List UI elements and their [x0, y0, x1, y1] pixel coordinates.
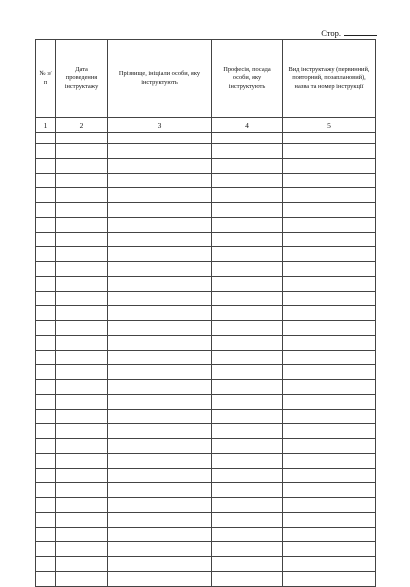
cell-date[interactable]	[56, 468, 108, 483]
spacer-cell	[56, 133, 108, 144]
cell-name[interactable]	[108, 468, 212, 483]
cell-date[interactable]	[56, 217, 108, 232]
cell-profession[interactable]	[212, 557, 283, 572]
table-row	[36, 557, 376, 572]
table-row	[36, 188, 376, 203]
cell-profession[interactable]	[212, 232, 283, 247]
cell-number[interactable]	[36, 144, 56, 159]
cell-number[interactable]	[36, 291, 56, 306]
table-row	[36, 173, 376, 188]
cell-date[interactable]	[56, 247, 108, 262]
cell-date[interactable]	[56, 409, 108, 424]
cell-profession[interactable]	[212, 247, 283, 262]
spacer-cell	[108, 133, 212, 144]
spacer-row	[36, 133, 376, 144]
cell-name[interactable]	[108, 306, 212, 321]
cell-name[interactable]	[108, 291, 212, 306]
cell-profession[interactable]	[212, 542, 283, 557]
table-row	[36, 439, 376, 454]
cell-profession[interactable]	[212, 424, 283, 439]
cell-profession[interactable]	[212, 409, 283, 424]
cell-number[interactable]	[36, 232, 56, 247]
page-number-blank[interactable]	[344, 27, 377, 36]
table-row	[36, 483, 376, 498]
cell-number[interactable]	[36, 247, 56, 262]
table-row	[36, 335, 376, 350]
cell-profession[interactable]	[212, 453, 283, 468]
cell-name[interactable]	[108, 542, 212, 557]
cell-instruction-type[interactable]	[283, 571, 376, 586]
spacer-cell	[212, 133, 283, 144]
cell-date[interactable]	[56, 144, 108, 159]
table-row	[36, 571, 376, 586]
cell-profession[interactable]	[212, 468, 283, 483]
cell-profession[interactable]	[212, 380, 283, 395]
column-number: 4	[212, 118, 283, 133]
cell-instruction-type[interactable]	[283, 247, 376, 262]
cell-profession[interactable]	[212, 173, 283, 188]
spacer-cell	[36, 133, 56, 144]
cell-date[interactable]	[56, 557, 108, 572]
cell-number[interactable]	[36, 468, 56, 483]
cell-profession[interactable]	[212, 439, 283, 454]
cell-name[interactable]	[108, 409, 212, 424]
cell-name[interactable]	[108, 394, 212, 409]
cell-instruction-type[interactable]	[283, 498, 376, 513]
cell-profession[interactable]	[212, 365, 283, 380]
cell-number[interactable]	[36, 424, 56, 439]
cell-date[interactable]	[56, 527, 108, 542]
cell-name[interactable]	[108, 439, 212, 454]
cell-profession[interactable]	[212, 350, 283, 365]
cell-number[interactable]	[36, 394, 56, 409]
table-row	[36, 217, 376, 232]
table-row	[36, 468, 376, 483]
header-row	[36, 40, 376, 118]
cell-instruction-type[interactable]	[283, 468, 376, 483]
cell-number[interactable]	[36, 512, 56, 527]
cell-profession[interactable]	[212, 217, 283, 232]
cell-name[interactable]	[108, 232, 212, 247]
cell-profession[interactable]	[212, 321, 283, 336]
cell-number[interactable]	[36, 276, 56, 291]
table-row	[36, 203, 376, 218]
cell-instruction-type[interactable]	[283, 232, 376, 247]
cell-number[interactable]	[36, 217, 56, 232]
cell-number[interactable]	[36, 439, 56, 454]
cell-name[interactable]	[108, 217, 212, 232]
cell-instruction-type[interactable]	[283, 527, 376, 542]
cell-number[interactable]	[36, 203, 56, 218]
table-row	[36, 498, 376, 513]
cell-name[interactable]	[108, 262, 212, 277]
cell-number[interactable]	[36, 571, 56, 586]
cell-instruction-type[interactable]	[283, 424, 376, 439]
cell-name[interactable]	[108, 498, 212, 513]
cell-date[interactable]	[56, 380, 108, 395]
table-row	[36, 321, 376, 336]
table-row	[36, 527, 376, 542]
cell-date[interactable]	[56, 335, 108, 350]
cell-profession[interactable]	[212, 203, 283, 218]
header-number: № з/п	[36, 40, 56, 118]
cell-name[interactable]	[108, 321, 212, 336]
cell-number[interactable]	[36, 542, 56, 557]
cell-instruction-type[interactable]	[283, 335, 376, 350]
cell-number[interactable]	[36, 483, 56, 498]
cell-name[interactable]	[108, 512, 212, 527]
cell-number[interactable]	[36, 453, 56, 468]
cell-instruction-type[interactable]	[283, 439, 376, 454]
cell-date[interactable]	[56, 512, 108, 527]
column-number: 3	[108, 118, 212, 133]
cell-profession[interactable]	[212, 158, 283, 173]
cell-instruction-type[interactable]	[283, 276, 376, 291]
table-row	[36, 453, 376, 468]
cell-profession[interactable]	[212, 335, 283, 350]
table-row	[36, 276, 376, 291]
cell-profession[interactable]	[212, 394, 283, 409]
cell-number[interactable]	[36, 409, 56, 424]
cell-date[interactable]	[56, 439, 108, 454]
cell-instruction-type[interactable]	[283, 321, 376, 336]
header-date: Дата проведення інструктажу	[56, 40, 108, 118]
table-row	[36, 512, 376, 527]
cell-number[interactable]	[36, 306, 56, 321]
cell-number[interactable]	[36, 365, 56, 380]
cell-instruction-type[interactable]	[283, 173, 376, 188]
table-row	[36, 409, 376, 424]
cell-instruction-type[interactable]	[283, 409, 376, 424]
cell-profession[interactable]	[212, 262, 283, 277]
cell-name[interactable]	[108, 483, 212, 498]
cell-number[interactable]	[36, 262, 56, 277]
cell-date[interactable]	[56, 571, 108, 586]
cell-instruction-type[interactable]	[283, 453, 376, 468]
cell-date[interactable]	[56, 232, 108, 247]
cell-name[interactable]	[108, 453, 212, 468]
cell-profession[interactable]	[212, 483, 283, 498]
table-row	[36, 542, 376, 557]
cell-name[interactable]	[108, 247, 212, 262]
cell-number[interactable]	[36, 158, 56, 173]
cell-date[interactable]	[56, 306, 108, 321]
cell-profession[interactable]	[212, 188, 283, 203]
cell-instruction-type[interactable]	[283, 512, 376, 527]
cell-name[interactable]	[108, 276, 212, 291]
cell-date[interactable]	[56, 542, 108, 557]
cell-profession[interactable]	[212, 512, 283, 527]
cell-profession[interactable]	[212, 276, 283, 291]
column-number: 1	[36, 118, 56, 133]
header-profession: Професія, посада особи, яку інструктують	[212, 40, 283, 118]
cell-date[interactable]	[56, 394, 108, 409]
cell-name[interactable]	[108, 350, 212, 365]
cell-name[interactable]	[108, 144, 212, 159]
cell-date[interactable]	[56, 350, 108, 365]
cell-name[interactable]	[108, 173, 212, 188]
cell-name[interactable]	[108, 158, 212, 173]
cell-date[interactable]	[56, 188, 108, 203]
column-number: 5	[283, 118, 376, 133]
header-name: Прізвище, ініціали особи, яку інструктують	[108, 40, 212, 118]
table-row	[36, 424, 376, 439]
cell-instruction-type[interactable]	[283, 188, 376, 203]
cell-instruction-type[interactable]	[283, 291, 376, 306]
cell-name[interactable]	[108, 203, 212, 218]
table-row	[36, 247, 376, 262]
cell-name[interactable]	[108, 335, 212, 350]
cell-name[interactable]	[108, 557, 212, 572]
cell-name[interactable]	[108, 188, 212, 203]
cell-profession[interactable]	[212, 144, 283, 159]
header-instruction-type: Вид інструктажу (первинний, повторний, позаплановий), назва та номер інструкції	[283, 40, 376, 118]
cell-instruction-type[interactable]	[283, 557, 376, 572]
table-row	[36, 291, 376, 306]
cell-instruction-type[interactable]	[283, 380, 376, 395]
cell-name[interactable]	[108, 527, 212, 542]
cell-name[interactable]	[108, 571, 212, 586]
cell-number[interactable]	[36, 557, 56, 572]
cell-number[interactable]	[36, 321, 56, 336]
cell-profession[interactable]	[212, 571, 283, 586]
cell-number[interactable]	[36, 498, 56, 513]
cell-name[interactable]	[108, 365, 212, 380]
cell-profession[interactable]	[212, 306, 283, 321]
cell-instruction-type[interactable]	[283, 158, 376, 173]
cell-name[interactable]	[108, 424, 212, 439]
column-number-row	[36, 118, 376, 133]
cell-number[interactable]	[36, 173, 56, 188]
cell-name[interactable]	[108, 380, 212, 395]
page-number-field	[0, 27, 377, 38]
cell-number[interactable]	[36, 527, 56, 542]
page-number-label: Стор.	[321, 28, 341, 38]
cell-date[interactable]	[56, 158, 108, 173]
table-row	[36, 306, 376, 321]
cell-date[interactable]	[56, 203, 108, 218]
cell-profession[interactable]	[212, 527, 283, 542]
cell-number[interactable]	[36, 335, 56, 350]
cell-instruction-type[interactable]	[283, 394, 376, 409]
cell-date[interactable]	[56, 262, 108, 277]
cell-instruction-type[interactable]	[283, 203, 376, 218]
cell-date[interactable]	[56, 498, 108, 513]
cell-date[interactable]	[56, 424, 108, 439]
cell-instruction-type[interactable]	[283, 306, 376, 321]
table-row	[36, 365, 376, 380]
table-row	[36, 394, 376, 409]
table-row	[36, 144, 376, 159]
cell-number[interactable]	[36, 350, 56, 365]
table-row	[36, 158, 376, 173]
table-row	[36, 380, 376, 395]
cell-instruction-type[interactable]	[283, 483, 376, 498]
cell-instruction-type[interactable]	[283, 217, 376, 232]
table-row	[36, 262, 376, 277]
table-row	[36, 350, 376, 365]
column-number: 2	[56, 118, 108, 133]
table-row	[36, 232, 376, 247]
cell-instruction-type[interactable]	[283, 365, 376, 380]
cell-profession[interactable]	[212, 291, 283, 306]
cell-instruction-type[interactable]	[283, 350, 376, 365]
cell-date[interactable]	[56, 365, 108, 380]
cell-profession[interactable]	[212, 498, 283, 513]
cell-number[interactable]	[36, 380, 56, 395]
cell-date[interactable]	[56, 483, 108, 498]
cell-number[interactable]	[36, 188, 56, 203]
cell-instruction-type[interactable]	[283, 542, 376, 557]
cell-date[interactable]	[56, 291, 108, 306]
cell-date[interactable]	[56, 276, 108, 291]
instruction-journal-table	[35, 39, 376, 587]
cell-instruction-type[interactable]	[283, 144, 376, 159]
spacer-cell	[283, 133, 376, 144]
cell-instruction-type[interactable]	[283, 262, 376, 277]
cell-date[interactable]	[56, 173, 108, 188]
cell-date[interactable]	[56, 453, 108, 468]
cell-date[interactable]	[56, 321, 108, 336]
